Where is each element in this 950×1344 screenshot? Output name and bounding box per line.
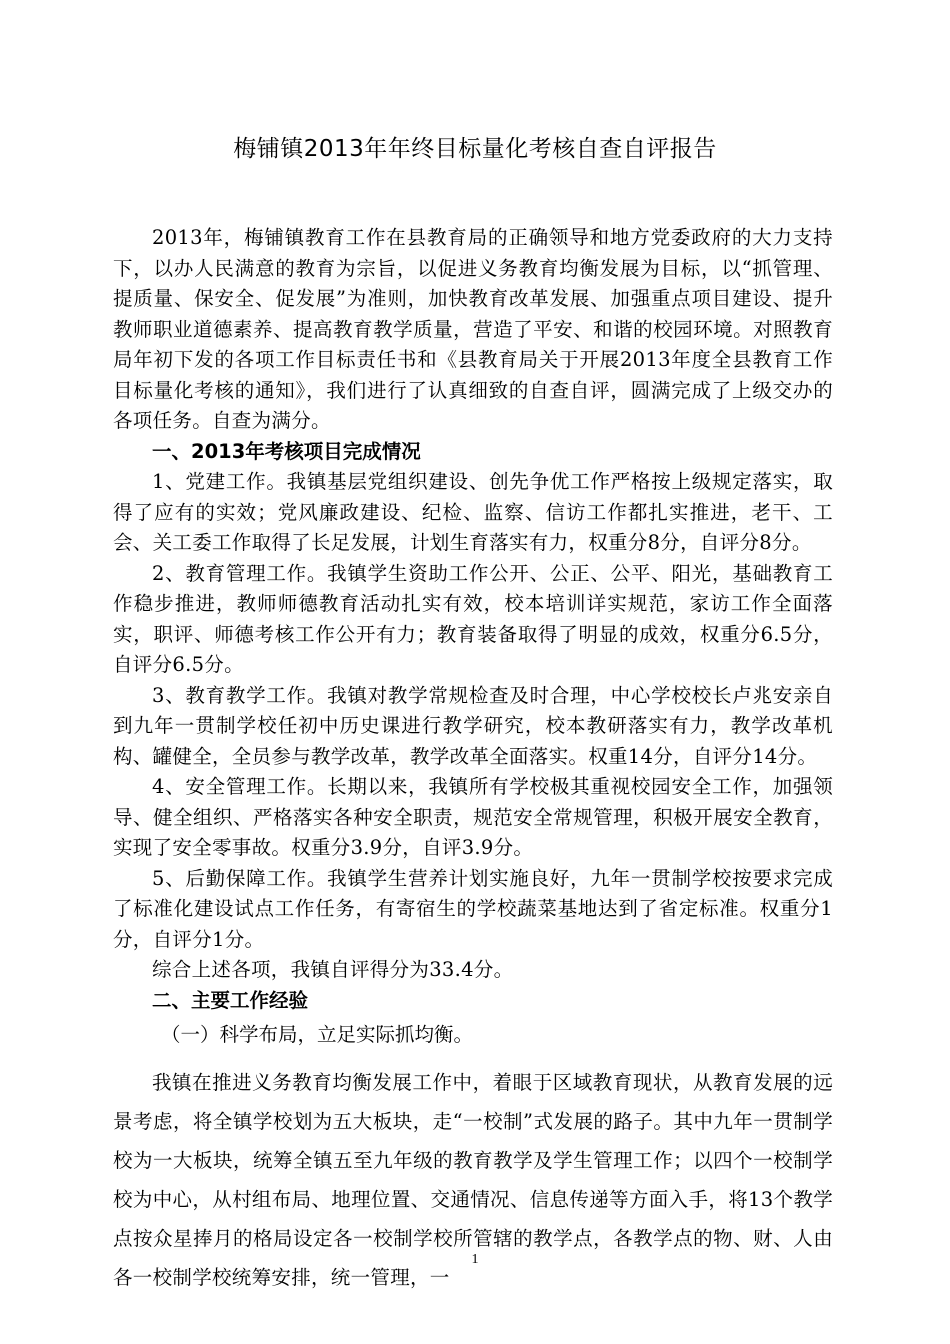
subsection-heading-1: （一）科学布局，立足实际抓均衡。	[161, 1023, 474, 1046]
item-paragraph-4: 4、安全管理工作。长期以来，我镇所有学校极其重视校园安全工作，加强领导、健全组织、严格落实各种安全职责，规范安全常规管理，积极开展安全教育，实现了安全零事故。权重分3.9分，自评3.9分。	[113, 775, 833, 859]
document-title: 梅铺镇2013年年终目标量化考核自查自评报告	[233, 136, 717, 162]
body-paragraph-last: 我镇在推进义务教育均衡发展工作中，着眼于区域教育现状，从教育发展的远景考虑，将全镇学校划为五大板块，走“一校制”式发展的路子。其中九年一贯制学校为一大板块，统筹全镇五至九年级的教育教学及学生管理工作；以四个一校制学校为中心，从村组布局、地理位置、交通情况、信息传递等方面入手，将13个教学点按众星捧月的格局设定各一校制学校所管辖的教学点，各教学点的物、财、人由各一校制学校统筹安排，统一管理，一	[113, 1070, 833, 1289]
summary-paragraph: 综合上述各项，我镇自评得分为33.4分。	[152, 958, 514, 981]
item-paragraph-2: 2、教育管理工作。我镇学生资助工作公开、公正、公平、阳光，基础教育工作稳步推进，教师师德教育活动扎实有效，校本培训详实规范，家访工作全面落实，职评、师德考核工作公开有力；教育装备取得了明显的成效，权重分6.5分，自评分6.5分。	[113, 561, 833, 676]
page-number: 1	[471, 1252, 479, 1267]
intro-paragraph: 2013年，梅铺镇教育工作在县教育局的正确领导和地方党委政府的大力支持下，以办人民满意的教育为宗旨，以促进义务教育均衡发展为目标，以“抓管理、提质量、保安全、促发展”为准则，加快教育改革发展、加强重点项目建设、提升教师职业道德素养、提高教育教学质量，营造了平安、和谐的校园环境。对照教育局年初下发的各项工作目标责任书和《县教育局关于开展2013年度全县教育工作目标量化考核的通知》，我们进行了认真细致的自查自评，圆满完成了上级交办的各项任务。自查为满分。	[113, 226, 833, 432]
section-heading-1: 一、2013年考核项目完成情况	[152, 439, 421, 463]
item-paragraph-5: 5、后勤保障工作。我镇学生营养计划实施良好，九年一贯制学校按要求完成了标准化建设试点工作任务，有寄宿生的学校蔬菜基地达到了省定标准。权重分1分，自评分1分。	[113, 866, 833, 951]
item-paragraph-3: 3、教育教学工作。我镇对教学常规检查及时合理，中心学校校长卢兆安亲自到九年一贯制学校任初中历史课进行教学研究，校本教研落实有力，教学改革机构、罐健全，全员参与教学改革，教学改革全面落实。权重14分，自评分14分。	[113, 683, 833, 768]
item-paragraph-1: 1、党建工作。我镇基层党组织建设、创先争优工作严格按上级规定落实，取得了应有的实效；党风廉政建设、纪检、监察、信访工作都扎实推进，老干、工会、关工委工作取得了长足发展，计划生育落实有力，权重分8分，自评分8分。	[113, 470, 833, 554]
section-heading-2: 二、主要工作经验	[152, 988, 309, 1012]
document-body	[113, 223, 833, 1297]
